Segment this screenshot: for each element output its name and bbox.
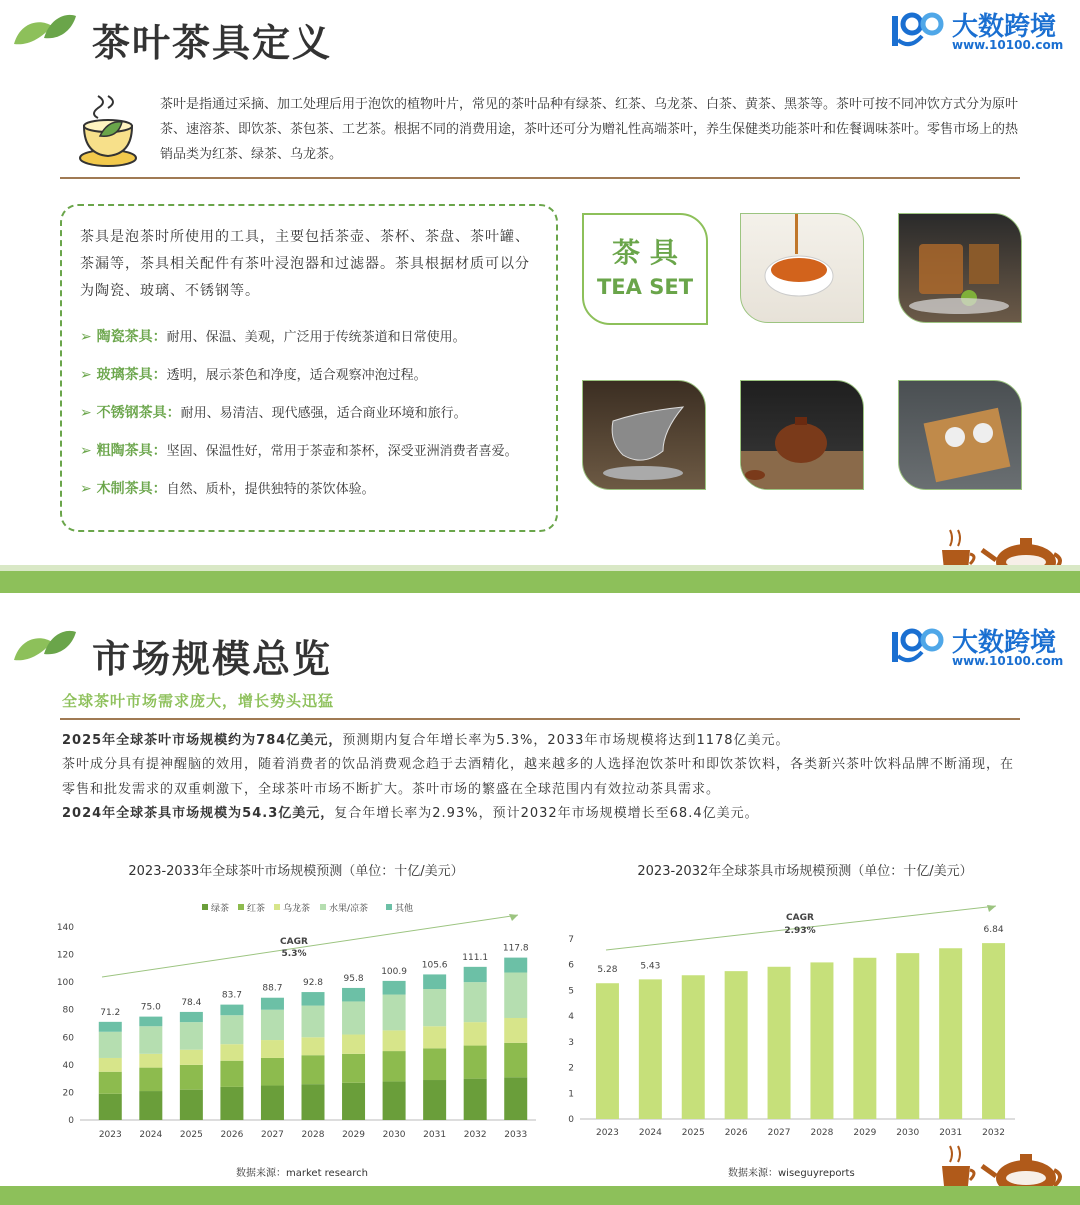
data-label: 117.8 — [502, 943, 529, 954]
bar-segment — [504, 958, 527, 973]
bar-segment — [302, 1037, 325, 1055]
legend-swatch — [274, 904, 280, 910]
brand-logo-2 — [888, 624, 1068, 674]
bar-segment — [342, 1054, 365, 1083]
x-tick-label: 2031 — [939, 1128, 963, 1138]
bar-segment — [342, 1001, 365, 1034]
section2-leaf-icon — [10, 624, 78, 672]
photo-clay-teapot — [740, 380, 864, 490]
bar-segment — [139, 1054, 162, 1068]
legend-label: 绿茶 — [211, 904, 230, 914]
teaware-description: 茶具是泡茶时所使用的工具，主要包括茶壶、茶杯、茶盘、茶叶罐、茶漏等，茶具相关配件有茶叶浸泡器和过滤器。茶具根据材质可以分为陶瓷、玻璃、不锈钢等。 — [80, 229, 530, 299]
teaware-item-glass: ➢ 玻璃茶具：透明，展示茶色和净度，适合观察冲泡过程。 — [80, 367, 427, 383]
y-tick-label: 5 — [568, 986, 574, 997]
bar-segment — [464, 967, 487, 982]
bar-segment — [139, 1091, 162, 1120]
x-tick-label: 2025 — [179, 1130, 203, 1140]
legend-swatch — [386, 904, 392, 910]
bar-segment — [220, 1015, 243, 1044]
section2-divider — [60, 718, 1020, 720]
cagr-label: CAGR — [786, 913, 814, 923]
photo-silver-pitcher — [582, 380, 706, 490]
teaware-item-stoneware: ➢ 粗陶茶具：坚固、保温性好，常用于茶壶和茶杯，深受亚洲消费者喜爱。 — [80, 443, 518, 459]
y-tick-label: 0 — [568, 1115, 574, 1125]
x-tick-label: 2026 — [724, 1128, 748, 1138]
x-tick-label: 2027 — [767, 1128, 791, 1138]
legend-label: 水果/凉茶 — [329, 904, 369, 914]
bar-segment — [99, 1072, 122, 1094]
bar-segment — [180, 1050, 203, 1065]
legend-label: 红茶 — [247, 904, 266, 914]
y-tick-label: 80 — [62, 1005, 74, 1016]
bar-segment — [342, 1035, 365, 1054]
x-tick-label: 2032 — [982, 1128, 1006, 1138]
chart2-source: 数据来源：wiseguyreports — [728, 1168, 855, 1179]
x-tick-label: 2032 — [463, 1130, 487, 1140]
legend-label: 其他 — [395, 904, 414, 914]
x-tick-label: 2031 — [423, 1130, 447, 1140]
bar-segment — [99, 1058, 122, 1072]
bar-segment — [302, 1006, 325, 1038]
photo-glass-teacup — [898, 213, 1022, 323]
data-label: 6.84 — [983, 925, 1004, 936]
bar-segment — [423, 1026, 446, 1048]
bar — [596, 983, 619, 1119]
arrow-icon: ➢ — [80, 405, 97, 421]
x-tick-label: 2027 — [261, 1130, 284, 1140]
section1-leaf-icon — [10, 8, 78, 56]
section1-divider — [60, 177, 1020, 179]
bar-segment — [261, 1058, 284, 1086]
data-label: 111.1 — [462, 952, 489, 963]
chart2-svg — [560, 895, 1030, 1155]
bar-segment — [99, 1032, 122, 1058]
bar-segment — [504, 1043, 527, 1077]
section2-title: 市场规模总览 — [92, 637, 333, 681]
x-tick-label: 2024 — [638, 1128, 662, 1138]
section1-footer-bar — [0, 571, 1080, 593]
teaware-box — [60, 204, 558, 532]
x-tick-label: 2023 — [98, 1130, 122, 1140]
bar — [725, 971, 748, 1119]
data-label: 95.8 — [343, 973, 364, 984]
section2-subtitle: 全球茶叶市场需求庞大，增长势头迅猛 — [62, 692, 335, 710]
bar-segment — [423, 989, 446, 1026]
arrow-icon: ➢ — [80, 443, 97, 459]
chart1-source: 数据来源：market research — [236, 1168, 368, 1179]
x-tick-label: 2030 — [382, 1130, 406, 1140]
data-label: 100.9 — [381, 966, 407, 977]
legend-swatch — [320, 904, 326, 910]
cagr-value: 2.93% — [784, 926, 816, 936]
y-tick-label: 4 — [568, 1012, 574, 1023]
y-tick-label: 2 — [568, 1063, 574, 1074]
brand-logo-name: 大数跨境 — [952, 12, 1057, 42]
x-tick-label: 2028 — [301, 1130, 325, 1140]
arrow-icon: ➢ — [80, 329, 97, 345]
bar-segment — [220, 1061, 243, 1087]
x-tick-label: 2029 — [853, 1128, 877, 1138]
bar-segment — [220, 1044, 243, 1061]
x-tick-label: 2030 — [896, 1128, 920, 1138]
bar-segment — [464, 1079, 487, 1120]
bar-segment — [504, 972, 527, 1017]
bar-segment — [261, 998, 284, 1010]
cagr-value: 5.3% — [281, 949, 307, 959]
data-label: 105.6 — [421, 960, 448, 971]
section1-title: 茶叶茶具定义 — [92, 21, 333, 65]
bar-segment — [302, 1055, 325, 1084]
y-tick-label: 40 — [62, 1060, 74, 1071]
bar-segment — [180, 1090, 203, 1120]
trend-arrow-head — [509, 914, 518, 921]
bar-segment — [99, 1022, 122, 1032]
bar-segment — [423, 1080, 446, 1120]
tea-set-badge-cn: 茶 具 — [612, 236, 678, 269]
y-tick-label: 3 — [568, 1037, 574, 1048]
x-tick-label: 2024 — [139, 1130, 163, 1140]
bar-segment — [180, 1012, 203, 1022]
brand-logo-url: www.10100.com — [952, 38, 1064, 52]
teaware-item-steel: ➢ 不锈钢茶具：耐用、易清洁、现代感强，适合商业环境和旅行。 — [80, 405, 467, 421]
x-tick-label: 2023 — [595, 1128, 619, 1138]
legend-swatch — [202, 904, 208, 910]
brand-logo-icon — [888, 626, 950, 666]
tea-set-badge — [582, 213, 708, 325]
cagr-label: CAGR — [280, 937, 308, 947]
chart1-svg — [40, 895, 560, 1155]
bar-segment — [342, 988, 365, 1002]
data-label: 5.28 — [597, 965, 618, 976]
bar-segment — [504, 1018, 527, 1043]
x-tick-label: 2033 — [504, 1130, 528, 1140]
bar-segment — [261, 1040, 284, 1058]
bar-segment — [180, 1065, 203, 1090]
y-tick-label: 20 — [62, 1088, 74, 1099]
legend-label: 乌龙茶 — [283, 904, 311, 914]
bar-segment — [383, 1051, 406, 1081]
bar — [682, 975, 705, 1119]
teaware-item-ceramic: ➢ 陶瓷茶具：耐用、保温、美观，广泛用于传统茶道和日常使用。 — [80, 329, 466, 345]
brand-logo-icon — [888, 10, 950, 50]
section2-paragraph-3: 2024年全球茶具市场规模为54.3亿美元，复合年增长率为2.93%，预计2032年市场规模增长至68.4亿美元。 — [62, 806, 759, 821]
chart2-title: 2023-2032年全球茶具市场规模预测（单位：十亿/美元） — [637, 864, 973, 879]
teaware-item-wood: ➢ 木制茶具：自然、质朴，提供独特的茶饮体验。 — [80, 481, 375, 497]
bar-segment — [504, 1077, 527, 1120]
data-label: 5.43 — [640, 961, 661, 972]
bar-segment — [383, 1030, 406, 1051]
data-label: 75.0 — [140, 1002, 161, 1013]
y-tick-label: 120 — [56, 950, 74, 961]
bar — [639, 979, 662, 1119]
x-tick-label: 2025 — [681, 1128, 705, 1138]
bar-segment — [139, 1068, 162, 1091]
bar — [939, 948, 962, 1119]
y-tick-label: 60 — [62, 1033, 74, 1044]
y-tick-label: 6 — [568, 960, 574, 971]
brand-logo-url: www.10100.com — [952, 654, 1064, 668]
bar — [810, 962, 833, 1119]
x-tick-label: 2028 — [810, 1128, 834, 1138]
bar — [853, 958, 876, 1119]
arrow-icon: ➢ — [80, 367, 97, 383]
y-tick-label: 140 — [56, 923, 74, 933]
bar-segment — [383, 995, 406, 1031]
bar-segment — [302, 992, 325, 1006]
bar-segment — [180, 1022, 203, 1050]
bar-segment — [464, 1046, 487, 1079]
data-label: 92.8 — [302, 978, 324, 989]
bar-segment — [423, 1048, 446, 1080]
tea-cup-icon — [78, 92, 138, 174]
y-tick-label: 7 — [568, 935, 574, 945]
data-label: 78.4 — [181, 997, 202, 1008]
y-tick-label: 100 — [56, 978, 74, 989]
chart1-title: 2023-2033年全球茶叶市场规模预测（单位：十亿/美元） — [128, 864, 464, 879]
bar — [896, 953, 919, 1119]
brand-logo — [888, 8, 1068, 58]
brand-logo-name: 大数跨境 — [952, 628, 1057, 658]
section2-footer-bar — [0, 1186, 1080, 1205]
bar-segment — [383, 981, 406, 995]
trend-arrow-line — [102, 915, 518, 977]
bar-segment — [464, 1022, 487, 1045]
bar — [768, 967, 791, 1119]
photo-tea-tray — [898, 380, 1022, 490]
bar-segment — [99, 1094, 122, 1120]
x-tick-label: 2026 — [220, 1130, 244, 1140]
bar-segment — [139, 1026, 162, 1054]
arrow-icon: ➢ — [80, 481, 97, 497]
bar — [982, 943, 1005, 1119]
bar-segment — [261, 1010, 284, 1040]
data-label: 83.7 — [221, 990, 242, 1001]
y-tick-label: 1 — [568, 1089, 574, 1100]
data-label: 88.7 — [262, 983, 283, 994]
x-tick-label: 2029 — [342, 1130, 365, 1140]
bar-segment — [302, 1084, 325, 1120]
y-tick-label: 0 — [68, 1116, 74, 1126]
section2-paragraph-2: 茶叶成分具有提神醒脑的效用，随着消费者的饮品消费观念趋于去酒精化，越来越多的人选择泡饮茶叶和即饮茶饮料，各类新兴茶叶饮料品牌不断涌现，在零售和批发需求的双重刺激下，全球茶叶市场不断扩大。茶叶市场的繁盛在全球范围内有效拉动茶具需求。 — [62, 757, 1015, 797]
bar-segment — [464, 982, 487, 1022]
bar-segment — [383, 1081, 406, 1120]
bar-segment — [220, 1005, 243, 1016]
data-label: 71.2 — [100, 1007, 121, 1018]
bar-segment — [139, 1017, 162, 1027]
bar-segment — [220, 1087, 243, 1120]
section2-paragraph-1: 2025年全球茶叶市场规模约为784亿美元，预测期内复合年增长率为5.3%，2033年市场规模将达到1178亿美元。 — [62, 733, 790, 748]
bar-segment — [423, 974, 446, 989]
legend-swatch — [238, 904, 244, 910]
photo-tea-pour — [740, 213, 864, 323]
bar-segment — [261, 1086, 284, 1120]
tea-set-badge-en: TEA SET — [596, 275, 694, 299]
bar-segment — [342, 1083, 365, 1120]
trend-arrow-head — [987, 905, 996, 912]
section1-intro: 茶叶是指通过采摘、加工处理后用于泡饮的植物叶片，常见的茶叶品种有绿茶、红茶、乌龙茶、白茶、黄茶、黑茶等。茶叶可按不同冲饮方式分为原叶茶、速溶茶、即饮茶、茶包茶、工艺茶。根据不同的消费用途，茶叶还可分为赠礼性高端茶叶，养生保健类功能茶叶和佐餐调味茶叶。零售市场上的热销品类为红茶、绿茶、乌龙茶。 — [160, 97, 1019, 162]
